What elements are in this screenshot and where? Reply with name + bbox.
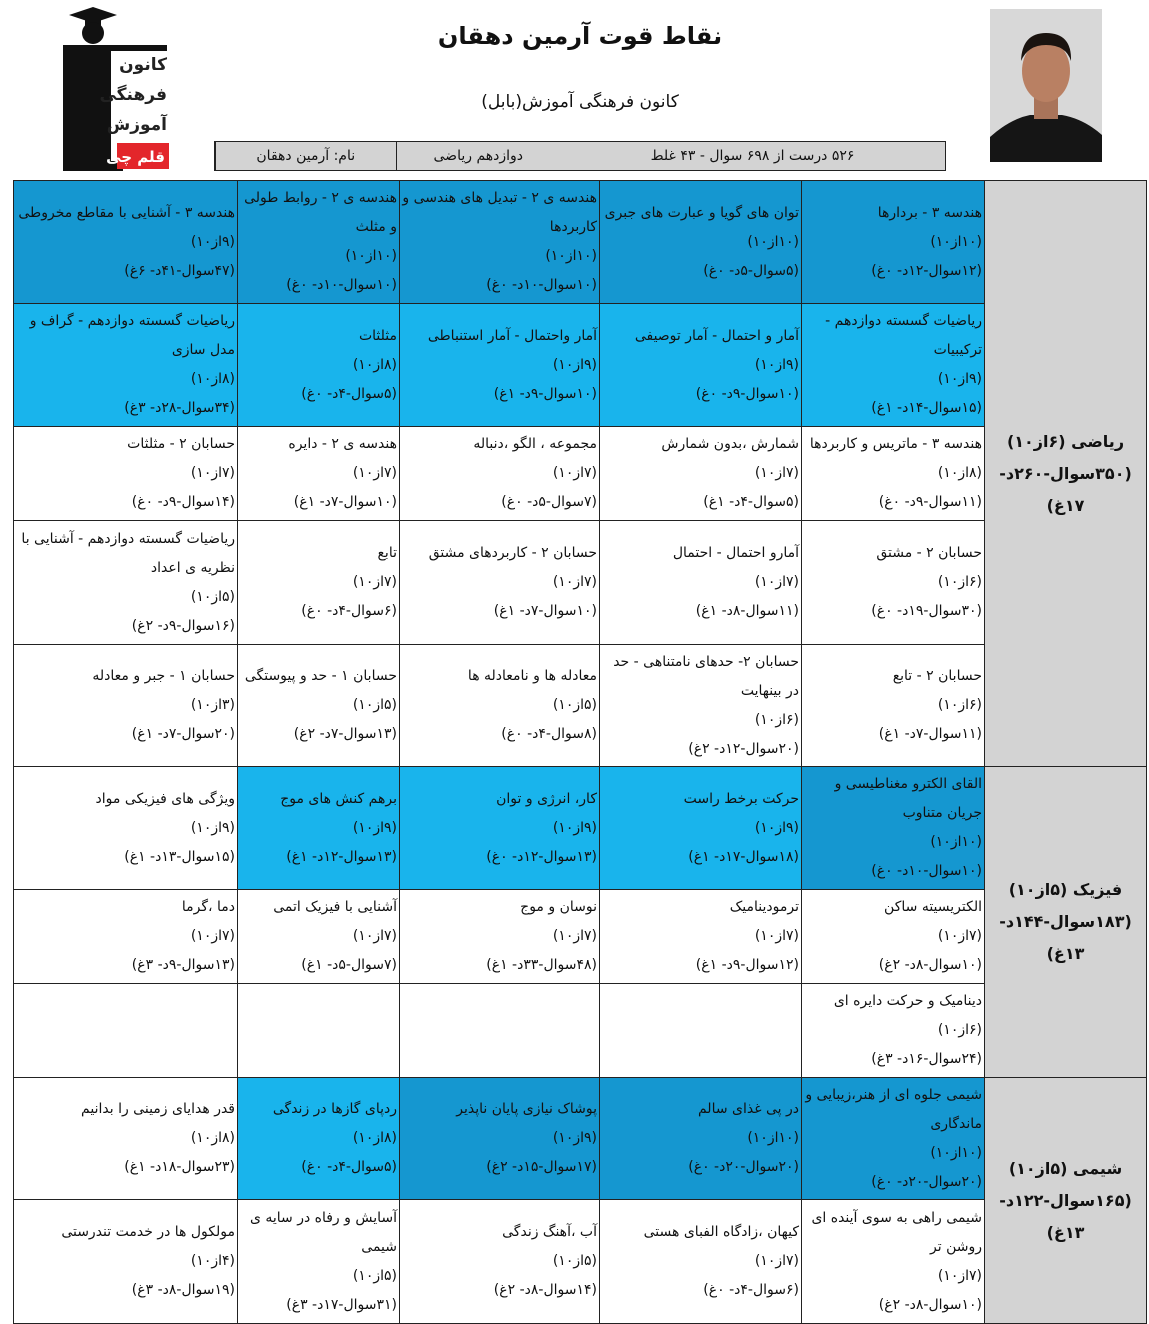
topic-title: حسابان ۱ - جبر و معادله	[92, 668, 235, 684]
topic-score: (۹از۱۰)	[552, 356, 597, 373]
topic-score: (۴از۱۰)	[190, 1253, 235, 1269]
topic-cell	[400, 181, 600, 304]
topic-detail: (۴۸سوال-۳۳د- ۱غ)	[486, 957, 597, 973]
topic-score: (۶از۱۰)	[937, 574, 982, 590]
subject-name: فیزیک (۵از۱۰)	[1008, 880, 1123, 899]
topic-title: الکتریسیته ساکن	[884, 899, 982, 915]
topic-title: ویژگی های فیزیکی مواد	[95, 790, 235, 807]
topic-detail: (۱۳سوال-۱۲د- ۱غ)	[286, 848, 397, 865]
topic-detail: (۱۵سوال-۱۳د- ۱غ)	[124, 848, 235, 865]
topic-cell	[400, 890, 600, 984]
strengths-table	[13, 180, 1147, 1324]
topic-score: (۱۰از۱۰)	[747, 1130, 799, 1146]
topic-title: آمار واحتمال - آمار استنباطی	[427, 327, 597, 344]
topic-cell	[600, 521, 802, 645]
topic-title: مجموعه ، الگو ،دنباله	[473, 436, 597, 452]
subject-cell	[985, 767, 1147, 1078]
topic-title: توان های گویا و عبارت های جبری	[604, 204, 799, 221]
topic-cell	[400, 645, 600, 767]
topic-title: کار، انرژی و توان	[496, 790, 597, 807]
topic-score: (۳از۱۰)	[190, 697, 235, 713]
table-row	[14, 984, 1147, 1078]
topic-score: (۸از۱۰)	[352, 1130, 397, 1146]
kanoon-logo	[55, 5, 173, 173]
topic-cell	[14, 767, 238, 890]
topic-score: (۱۰از۱۰)	[930, 834, 982, 850]
topic-score: (۹از۱۰)	[937, 371, 982, 387]
topic-detail: (۱۷سوال-۱۵د- ۲غ)	[486, 1159, 597, 1175]
topic-score: (۸از۱۰)	[190, 1130, 235, 1146]
topic-detail: (۱۲سوال-۱۲د- ۰غ)	[871, 262, 982, 279]
topic-detail: (۵سوال-۴د- ۱غ)	[703, 494, 799, 510]
topic-title: دینامیک و حرکت دایره ای	[833, 993, 982, 1009]
topic-title: حسابان ۲- حدهای نامتناهی - حد در بینهایت	[613, 653, 799, 699]
topic-score: (۵از۱۰)	[352, 1267, 397, 1284]
topic-title: حسابان ۲ - تابع	[892, 668, 982, 684]
topic-detail: (۱۱سوال-۸د- ۱غ)	[695, 603, 799, 619]
table-row	[14, 1200, 1147, 1324]
topic-detail: (۱۰سوال-۷د- ۱غ)	[493, 603, 597, 619]
topic-detail: (۲۰سوال-۱۲د- ۲غ)	[688, 740, 799, 757]
topic-detail: (۱۰سوال-۸د- ۲غ)	[878, 957, 982, 973]
topic-cell	[600, 890, 802, 984]
topic-title: آمار و احتمال - آمار توصیفی	[634, 327, 799, 344]
topic-score: (۷از۱۰)	[754, 465, 799, 481]
topic-cell	[400, 521, 600, 645]
empty-cell	[238, 984, 400, 1078]
topic-score: (۹از۱۰)	[190, 233, 235, 250]
topic-cell	[14, 304, 238, 427]
topic-cell	[400, 1200, 600, 1324]
topic-detail: (۱۴سوال-۹د- ۰غ)	[131, 494, 235, 510]
table-row	[14, 181, 1147, 304]
topic-cell	[802, 767, 985, 890]
svg-text:قلم چی: قلم چی	[106, 148, 165, 166]
topic-detail: (۷سوال-۵د- ۰غ)	[501, 494, 597, 510]
topic-cell	[14, 427, 238, 521]
topic-detail: (۵سوال-۴د- ۰غ)	[301, 1159, 397, 1175]
topic-cell	[238, 767, 400, 890]
topic-score: (۱۰از۱۰)	[345, 248, 397, 264]
student-photo	[990, 9, 1102, 162]
topic-detail: (۱۳سوال-۷د- ۲غ)	[293, 726, 397, 742]
topic-cell	[600, 181, 802, 304]
topic-detail: (۱۸سوال-۱۷د- ۱غ)	[688, 848, 799, 865]
topic-detail: (۱۰سوال-۸د- ۲غ)	[878, 1296, 982, 1313]
topic-detail: (۱۴سوال-۸د- ۲غ)	[493, 1282, 597, 1298]
topic-title: مثلثات	[358, 327, 397, 344]
topic-detail: (۱۱سوال-۹د- ۰غ)	[878, 494, 982, 510]
subject-name: شیمی (۵از۱۰)	[1008, 1158, 1123, 1178]
svg-text:فرهنگی: فرهنگی	[99, 85, 167, 105]
topic-score: (۷از۱۰)	[190, 928, 235, 944]
topic-detail: (۵سوال-۵د- ۰غ)	[703, 262, 799, 279]
topic-score: (۸از۱۰)	[937, 465, 982, 481]
topic-score: (۵از۱۰)	[552, 697, 597, 713]
topic-score: (۵از۱۰)	[190, 588, 235, 605]
topic-title: هندسه ۳ - ماتریس و کاربردها	[809, 436, 982, 452]
topic-cell	[238, 645, 400, 767]
topic-score: (۷از۱۰)	[937, 1267, 982, 1284]
topic-title: ترمودینامیک	[729, 899, 799, 915]
topic-score: (۷از۱۰)	[754, 1253, 799, 1269]
topic-title: هندسه ی ۲ - دایره	[288, 436, 397, 452]
table-row	[14, 304, 1147, 427]
topic-cell	[802, 984, 985, 1078]
subject-cell	[985, 1078, 1147, 1324]
topic-title: شمارش ،بدون شمارش	[661, 436, 799, 452]
topic-title: القای الکترو مغناطیسی و جریان متناوب	[834, 776, 982, 821]
topic-cell	[14, 1078, 238, 1200]
topic-title: ریاضیات گسسته دوازدهم - آشنایی با نظریه ی اعداد	[21, 530, 235, 576]
topic-title: مولکول ها در خدمت تندرستی	[61, 1224, 235, 1240]
topic-score: (۷از۱۰)	[552, 574, 597, 590]
topic-score: (۱۰از۱۰)	[545, 248, 597, 264]
topic-detail: (۱۱سوال-۷د- ۱غ)	[878, 726, 982, 742]
topic-detail: (۱۶سوال-۹د- ۲غ)	[131, 617, 235, 634]
topic-title: هندسه ۳ - آشنایی با مقاطع مخروطی	[18, 204, 235, 221]
topic-cell	[238, 890, 400, 984]
topic-cell	[802, 645, 985, 767]
topic-cell	[600, 645, 802, 767]
topic-detail: (۵سوال-۴د- ۰غ)	[301, 385, 397, 402]
topic-cell	[802, 1200, 985, 1324]
table-row	[14, 890, 1147, 984]
topic-cell	[600, 767, 802, 890]
topic-score: (۷از۱۰)	[552, 465, 597, 481]
topic-cell	[238, 304, 400, 427]
topic-score: (۱۰از۱۰)	[747, 233, 799, 250]
topic-detail: (۴۷سوال-۴۱د- ۶غ)	[124, 262, 235, 279]
topic-cell	[600, 1078, 802, 1200]
topic-score: (۸از۱۰)	[190, 371, 235, 387]
topic-cell	[802, 181, 985, 304]
topic-detail: (۱۰سوال-۱۰د- ۰غ)	[486, 277, 597, 293]
topic-cell	[14, 181, 238, 304]
table-row	[14, 645, 1147, 767]
topic-detail: (۳۴سوال-۲۸د- ۳غ)	[124, 400, 235, 416]
topic-score: (۷از۱۰)	[552, 928, 597, 944]
topic-score: (۶از۱۰)	[937, 697, 982, 713]
summary-stats: ۵۲۶ درست از ۶۹۸ سوال - ۴۳ غلط	[650, 148, 855, 164]
topic-cell	[802, 304, 985, 427]
table-row	[14, 767, 1147, 890]
subject-name: ریاضی (۶از۱۰)	[1006, 431, 1125, 451]
empty-cell	[600, 984, 802, 1078]
topic-cell	[400, 304, 600, 427]
topic-score: (۱۰از۱۰)	[930, 1144, 982, 1161]
topic-cell	[14, 890, 238, 984]
topic-cell	[400, 1078, 600, 1200]
subject-stats: (۳۵۰سوال-۲۶۰د- ۱۷غ)	[999, 463, 1132, 515]
topic-title: ردپای گازها در زندگی	[272, 1101, 397, 1117]
topic-score: (۷از۱۰)	[352, 574, 397, 590]
topic-title: برهم کنش های موج	[280, 790, 397, 807]
table-row	[14, 521, 1147, 645]
topic-cell	[238, 427, 400, 521]
svg-text:آموزش: آموزش	[106, 115, 167, 135]
topic-score: (۹از۱۰)	[190, 819, 235, 836]
topic-title: ریاضیات گسسته دوازدهم - گراف و مدل سازی	[29, 313, 235, 358]
topic-cell	[14, 645, 238, 767]
subject-stats: (۱۶۵سوال-۱۲۲د- ۱۳غ)	[999, 1190, 1132, 1242]
topic-title: هندسه ی ۲ - روابط طولی و مثلث	[244, 190, 397, 235]
topic-detail: (۱۰سوال-۹د- ۰غ)	[695, 385, 799, 402]
topic-detail: (۳۱سوال-۱۷د- ۳غ)	[286, 1296, 397, 1313]
topic-score: (۱۰از۱۰)	[930, 233, 982, 250]
topic-title: حسابان ۲ - کاربردهای مشتق	[428, 545, 597, 561]
topic-score: (۹از۱۰)	[352, 819, 397, 836]
institute-name: کانون فرهنگی آموزش(بابل)	[481, 92, 679, 112]
topic-detail: (۱۵سوال-۱۴د- ۱غ)	[871, 400, 982, 416]
topic-detail: (۸سوال-۴د- ۰غ)	[501, 726, 597, 742]
topic-detail: (۷سوال-۵د- ۱غ)	[301, 957, 397, 973]
topic-title: شیمی جلوه ای از هنر،زیبایی و ماندگاری	[805, 1086, 982, 1132]
topic-detail: (۶سوال-۴د- ۰غ)	[301, 603, 397, 619]
topic-score: (۶از۱۰)	[937, 1022, 982, 1038]
topic-score: (۷از۱۰)	[352, 465, 397, 481]
topic-score: (۷از۱۰)	[190, 465, 235, 481]
topic-title: آشنایی با فیزیک اتمی	[273, 899, 397, 915]
topic-detail: (۲۰سوال-۲۰د- ۰غ)	[688, 1159, 799, 1175]
topic-score: (۷از۱۰)	[937, 928, 982, 944]
empty-cell	[14, 984, 238, 1078]
topic-cell	[600, 1200, 802, 1324]
topic-score: (۷از۱۰)	[754, 574, 799, 590]
topic-title: شیمی راهی به سوی آینده ای روشن تر	[811, 1209, 982, 1255]
topic-score: (۵از۱۰)	[352, 697, 397, 713]
topic-title: حرکت برخط راست	[683, 790, 799, 807]
topic-title: ریاضیات گسسته دوازدهم - ترکیبیات	[825, 313, 982, 358]
topic-title: در پی غذای سالم	[697, 1101, 799, 1117]
topic-score: (۷از۱۰)	[754, 928, 799, 944]
subject-stats: (۱۸۳سوال-۱۴۴د- ۱۳غ)	[999, 912, 1132, 963]
student-grade: دوازدهم ریاضی	[396, 142, 561, 170]
topic-cell	[802, 521, 985, 645]
subject-cell	[985, 181, 1147, 767]
topic-detail: (۱۰سوال-۷د- ۱غ)	[293, 494, 397, 510]
topic-cell	[600, 304, 802, 427]
student-name: نام: آرمین دهقان	[215, 142, 396, 170]
topic-title: کیهان ،زادگاه الفبای هستی	[643, 1224, 799, 1240]
topic-cell	[238, 521, 400, 645]
topic-cell	[238, 1200, 400, 1324]
topic-score: (۹از۱۰)	[754, 819, 799, 836]
topic-cell	[238, 181, 400, 304]
topic-title: حسابان ۱ - حد و پیوستگی	[244, 668, 397, 684]
svg-text:کانون: کانون	[119, 55, 167, 75]
topic-score: (۸از۱۰)	[352, 356, 397, 373]
topic-detail: (۲۰سوال-۷د- ۱غ)	[131, 726, 235, 742]
topic-score: (۷از۱۰)	[352, 928, 397, 944]
topic-detail: (۱۰سوال-۱۰د- ۰غ)	[286, 277, 397, 293]
topic-title: آمارو احتمال - احتمال	[672, 545, 799, 561]
student-info-bar	[214, 141, 946, 171]
page-title: نقاط قوت آرمین دهقان	[437, 22, 723, 50]
topic-score: (۹از۱۰)	[552, 819, 597, 836]
topic-detail: (۶سوال-۴د- ۰غ)	[703, 1282, 799, 1298]
topic-title: نوسان و موج	[520, 899, 597, 915]
topic-score: (۶از۱۰)	[754, 711, 799, 728]
topic-detail: (۱۳سوال-۹د- ۳غ)	[131, 957, 235, 973]
topic-title: دما ،گرما	[181, 899, 235, 915]
empty-cell	[400, 984, 600, 1078]
topic-title: تابع	[377, 545, 397, 561]
topic-detail: (۱۳سوال-۱۲د- ۰غ)	[486, 848, 597, 865]
topic-cell	[600, 427, 802, 521]
topic-cell	[238, 1078, 400, 1200]
topic-title: آب ،آهنگ زندگی	[502, 1224, 597, 1240]
topic-title: هندسه ۳ - بردارها	[877, 204, 982, 221]
topic-score: (۹از۱۰)	[552, 1130, 597, 1146]
topic-title: حسابان ۲ - مشتق	[876, 545, 982, 561]
topic-cell	[802, 890, 985, 984]
topic-detail: (۲۰سوال-۲۰د- ۰غ)	[871, 1173, 982, 1190]
table-row	[14, 1078, 1147, 1200]
topic-title: پوشاک نیازی پایان ناپذیر	[456, 1101, 597, 1117]
topic-cell	[802, 427, 985, 521]
topic-detail: (۱۰سوال-۱۰د- ۰غ)	[871, 863, 982, 879]
topic-detail: (۲۴سوال-۱۶د- ۳غ)	[871, 1051, 982, 1067]
topic-title: آسایش و رفاه در سایه ی شیمی	[249, 1209, 397, 1255]
topic-cell	[400, 767, 600, 890]
topic-cell	[14, 521, 238, 645]
table-row	[14, 427, 1147, 521]
topic-cell	[400, 427, 600, 521]
topic-title: هندسه ی ۲ - تبدیل های هندسی و کاربردها	[402, 190, 597, 235]
topic-score: (۵از۱۰)	[552, 1253, 597, 1269]
topic-title: معادله ها و نامعادله ها	[467, 668, 597, 684]
topic-detail: (۱۹سوال-۸د- ۳غ)	[131, 1282, 235, 1298]
topic-score: (۹از۱۰)	[754, 356, 799, 373]
topic-detail: (۱۲سوال-۹د- ۱غ)	[695, 957, 799, 973]
topic-title: حسابان ۲ - مثلثات	[127, 436, 235, 452]
topic-detail: (۲۳سوال-۱۸د- ۱غ)	[124, 1159, 235, 1175]
topic-title: قدر هدایای زمینی را بدانیم	[81, 1101, 235, 1117]
topic-cell	[14, 1200, 238, 1324]
topic-cell	[802, 1078, 985, 1200]
topic-detail: (۱۰سوال-۹د- ۱غ)	[493, 385, 597, 402]
topic-detail: (۳۰سوال-۱۹د- ۰غ)	[871, 603, 982, 619]
